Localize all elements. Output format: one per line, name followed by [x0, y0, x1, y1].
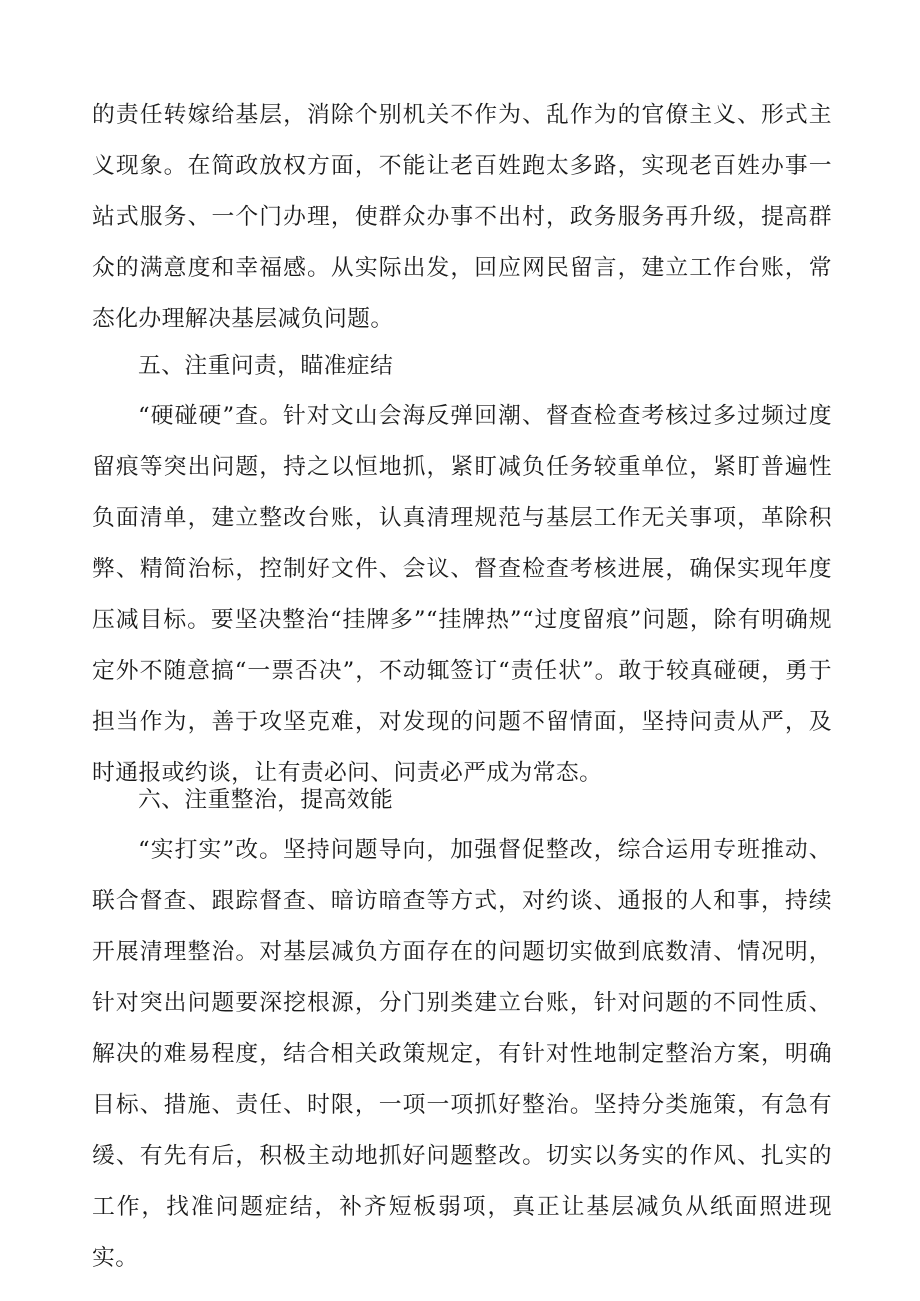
paragraph-section-5: “硬碰硬”查。针对文山会海反弹回潮、督查检查考核过多过频过度留痕等突出问题，持之以恒地抓，紧盯减负任务较重单位，紧盯普遍性负面清单，建立整改台账，认真清理规范与基层工作无关事项，革除积弊、精简治标，控制好文件、会议、督查检查考核进展，确保实现年度压减目标。要坚决整治“挂牌多”“挂牌热”“过度留痕”问题，除有明确规定外不随意搞“一票否决”，不动辄签订“责任状”。敢于较真碰硬，勇于担当作为，善于攻坚克难，对发现的问题不留情面，坚持问责从严，及时通报或约谈，让有责必问、问责必严成为常态。: [92, 403, 832, 786]
paragraph-continuation: 的责任转嫁给基层，消除个别机关不作为、乱作为的官僚主义、形式主义现象。在简政放权方面，不能让老百姓跑太多路，实现老百姓办事一站式服务、一个门办理，使群众办事不出村，政务服务再升级，提高群众的满意度和幸福感。从实际出发，回应网民留言，建立工作台账，常态化办理解决基层减负问题。: [92, 102, 832, 332]
section-heading-6: 六、注重整治，提高效能: [138, 787, 394, 813]
paragraph-section-6: “实打实”改。坚持问题导向，加强督促整改，综合运用专班推动、联合督查、跟踪督查、暗访暗查等方式，对约谈、通报的人和事，持续开展清理整治。对基层减负方面存在的问题切实做到底数清、情况明，针对突出问题要深挖根源，分门别类建立台账，针对问题的不同性质、解决的难易程度，结合相关政策规定，有针对性地制定整治方案，明确目标、措施、责任、时限，一项一项抓好整治。坚持分类施策，有急有缓、有先有后，积极主动地抓好问题整改。切实以务实的作风、扎实的工作，找准问题症结，补齐短板弱项，真正让基层减负从纸面照进现实。: [92, 837, 832, 1271]
section-heading-5: 五、注重问责，瞄准症结: [138, 353, 394, 379]
